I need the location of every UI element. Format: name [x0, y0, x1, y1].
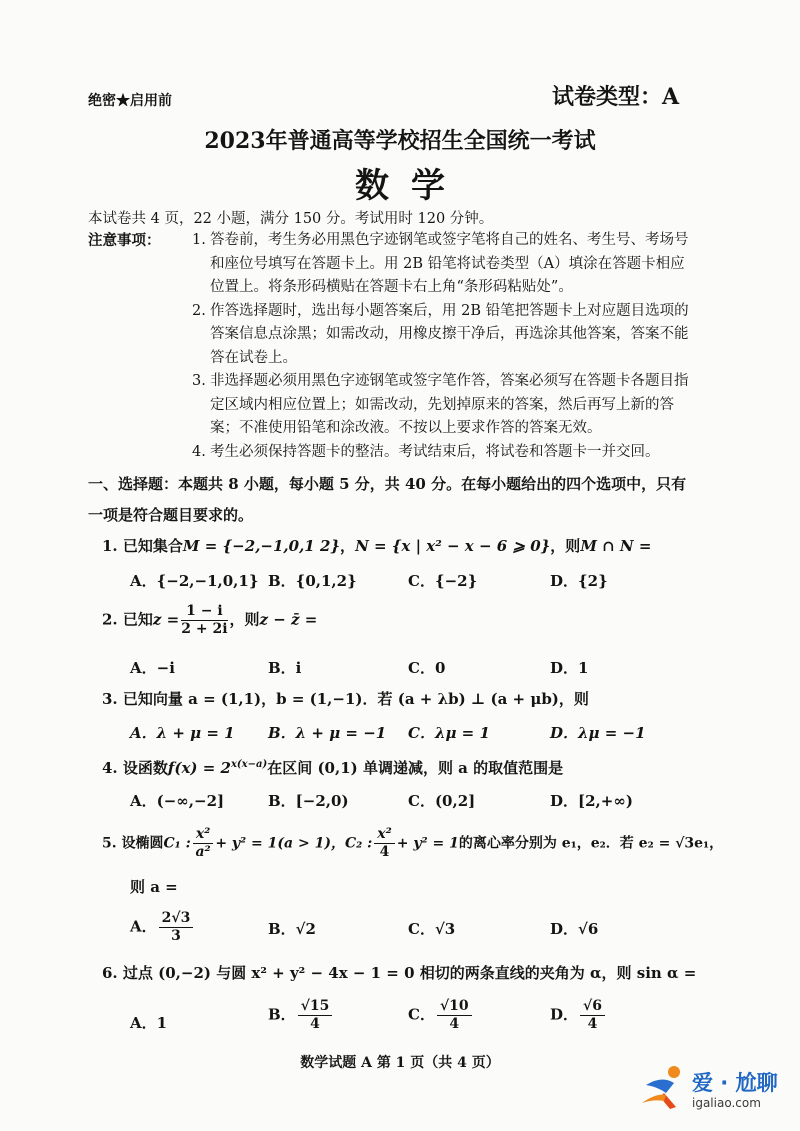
note-number: 1.	[192, 232, 206, 248]
question-expression: z − z̄ =	[259, 610, 318, 629]
option-d	[550, 998, 607, 1033]
fraction-denominator: a²	[195, 844, 211, 860]
note-text: 作答选择题时，选出每小题答案后，用 2B 铅笔把答题卡上对应题目选项的答案信息点涂黑；如需改动，用橡皮擦干净后，再选涂其他答案，答案不能答在试卷上。	[210, 302, 689, 366]
note-number: 2.	[192, 302, 206, 319]
option-b: B．{0,1,2}	[268, 572, 357, 590]
option-c: C．√3	[408, 920, 456, 938]
ellipse-c1: C₁ :	[163, 835, 191, 852]
page-footer: 数学试题 A 第 1 页（共 4 页）	[300, 1055, 500, 1071]
function-expression: f(x) = 2	[167, 759, 231, 777]
note-number: 4.	[192, 443, 206, 460]
notes-label: 注意事项：	[88, 232, 161, 249]
option-label: B．	[268, 1005, 296, 1024]
fraction	[374, 826, 394, 861]
question-text: 的离心率分别为 e₁，e₂．若 e₂ = √3e₁，	[458, 835, 724, 852]
option-c: C．0	[408, 659, 446, 677]
fraction-denominator: 4	[379, 844, 390, 860]
option-a: A．1	[130, 1014, 168, 1032]
option-a: A．{−2,−1,0,1}	[130, 572, 259, 590]
exam-intro: 本试卷共 4 页，22 小题，满分 150 分。考试用时 120 分钟。	[88, 211, 494, 227]
question-expression: M ∩ N =	[580, 537, 652, 555]
option-d: D．{2}	[550, 572, 608, 590]
fraction-numerator: x²	[374, 826, 394, 844]
option-d: D．[2,+∞)	[550, 792, 633, 810]
ellipse-c2: C₂ :	[344, 835, 373, 852]
question-2	[102, 603, 317, 638]
fraction-numerator: 2√3	[159, 910, 194, 928]
fraction-denominator: 2 + 2i	[181, 621, 228, 637]
option-d: D．1	[550, 659, 589, 677]
note-text: 非选择题必须用黑色字迹钢笔或签字笔作答，答案必须写在答题卡各题目指定区域内相应位置上；如需改动，先划掉原来的答案，然后再写上新的答案；不准使用铅笔和涂改液。不按以上要求作答的答案无效。	[210, 373, 689, 436]
option-b: B．i	[268, 659, 302, 677]
question-number: 6.	[102, 964, 118, 982]
question-number: 5.	[102, 835, 117, 852]
fraction-denominator: 4	[310, 1016, 320, 1032]
option-label: A．	[130, 917, 157, 936]
secret-mark: 绝密★启用前	[88, 93, 172, 109]
ellipse-c2-rest: + y² = 1	[396, 835, 459, 852]
z-variable: z =	[152, 610, 180, 629]
fraction-numerator: 1 − i	[181, 603, 227, 621]
note-text: 考生必须保持答题卡的整洁。考试结束后，将试卷和答题卡一并交回。	[210, 443, 660, 460]
watermark	[640, 1063, 790, 1119]
question-5	[102, 826, 723, 861]
separator: ，	[340, 537, 356, 555]
option-a	[130, 910, 195, 945]
set-m: M = {−2,−1,0,1 2}	[182, 537, 341, 555]
question-text: 已知向量 a = (1,1)，b = (1,−1)．若 (a + λb) ⊥ (a + μb)，则	[122, 690, 589, 708]
function-exponent: x(x−a)	[230, 759, 268, 770]
ellipse-c1-rest: + y² = 1(a > 1)，	[215, 835, 345, 852]
question-text: 设函数	[122, 759, 168, 777]
notes-block	[88, 229, 698, 464]
question-number: 3.	[102, 690, 118, 708]
watermark-url: igaliao.com	[692, 1096, 761, 1110]
option-c: C．(0,2]	[408, 792, 476, 810]
option-b	[268, 998, 334, 1033]
option-a: A．−i	[130, 659, 175, 677]
question-3	[102, 688, 589, 709]
fraction	[580, 998, 605, 1033]
question-number: 4.	[102, 759, 118, 777]
option-d: D．√6	[550, 920, 599, 938]
subject-title: 数学	[355, 166, 467, 206]
fraction	[181, 603, 227, 638]
option-label: D．	[550, 1005, 579, 1024]
fraction-numerator: x²	[193, 826, 213, 844]
question-text: ，则	[229, 610, 260, 629]
paper-type: 试卷类型：A	[552, 84, 680, 110]
fraction	[193, 826, 213, 861]
question-text: 已知	[122, 610, 153, 629]
option-d: D．λμ = −1	[550, 724, 646, 742]
watermark-text: 爱 · 尬聊	[692, 1071, 778, 1095]
option-c: C．λμ = 1	[408, 724, 490, 742]
set-n: N = {x | x² − x − 6 ⩾ 0}	[355, 537, 551, 555]
option-a: A．(−∞,−2]	[130, 792, 225, 810]
fraction-numerator: √6	[580, 998, 605, 1016]
fraction-denominator: 4	[449, 1016, 460, 1032]
option-b: B．[−2,0)	[268, 792, 349, 810]
question-1	[102, 535, 651, 556]
option-c: C．{−2}	[408, 572, 478, 590]
question-5-continued: 则 a =	[130, 878, 178, 896]
option-label: C．	[408, 1005, 435, 1024]
runner-logo-icon	[640, 1063, 688, 1113]
note-text: 答卷前，考生务必用黑色字迹钢笔或签字笔将自己的姓名、考生号、考场号和座位号填写在答题卡上。用 2B 铅笔将试卷类型（A）填涂在答题卡相应位置上。将条形码横贴在答题卡右上角“条形码粘贴处”。	[210, 232, 689, 295]
fraction	[298, 998, 333, 1033]
fraction-denominator: 4	[587, 1016, 598, 1032]
question-text: 已知集合	[122, 537, 183, 555]
option-b: B．λ + μ = −1	[268, 724, 387, 742]
option-b: B．√2	[268, 920, 316, 938]
exam-title: 2023年普通高等学校招生全国统一考试	[204, 128, 596, 154]
option-c	[408, 998, 474, 1033]
question-number: 2.	[102, 610, 118, 629]
question-text: 设椭圆	[121, 835, 164, 852]
fraction	[159, 910, 194, 945]
fraction	[437, 998, 472, 1033]
question-text: 在区间 (0,1) 单调递减，则 a 的取值范围是	[267, 759, 564, 777]
question-text: 过点 (0,−2) 与圆 x² + y² − 4x − 1 = 0 相切的两条直线的夹角为 α，则 sin α =	[122, 964, 697, 982]
fraction-numerator: √15	[298, 998, 333, 1016]
fraction-denominator: 3	[171, 928, 181, 944]
fraction-numerator: √10	[437, 998, 472, 1016]
question-4	[102, 757, 563, 778]
section-one-heading: 一、选择题：本题共 8 小题，每小题 5 分，共 40 分。在每小题给出的四个选项中，只有一项是符合题目要求的。	[88, 475, 687, 524]
question-text: ，则	[550, 537, 581, 555]
question-6	[102, 962, 696, 983]
note-number: 3.	[192, 373, 206, 389]
question-number: 1.	[102, 537, 118, 555]
option-a: A．λ + μ = 1	[130, 724, 235, 742]
